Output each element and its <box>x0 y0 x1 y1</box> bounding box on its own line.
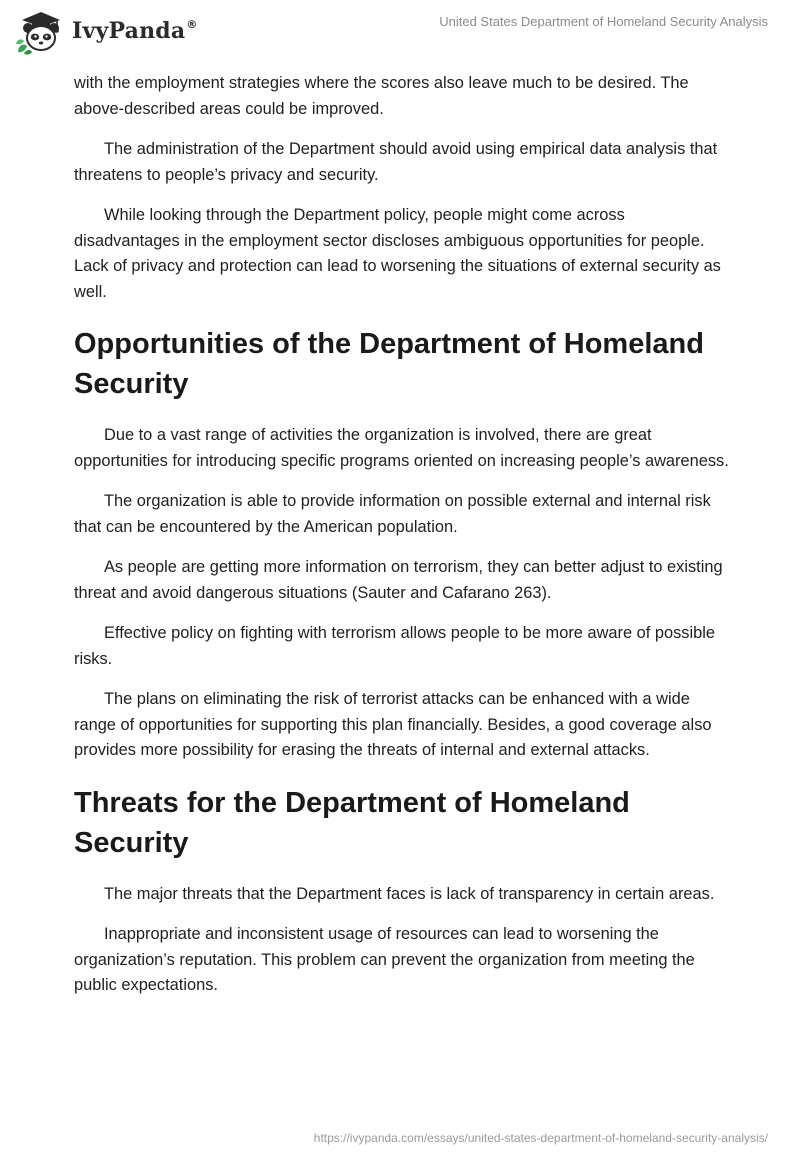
paragraph: Effective policy on fighting with terrorism allows people to be more aware of possible risks. <box>74 624 716 668</box>
paragraph: The major threats that the Department faces is lack of transparency in certain areas. <box>104 884 715 903</box>
section-heading-threats: Threats for the Department of Homeland Security <box>74 786 630 859</box>
paragraph: with the employment strategies where the scores also leave much to be desired. The above-described areas could be improved. <box>74 74 689 118</box>
panda-mascot-icon <box>14 8 66 56</box>
page-header <box>0 0 800 66</box>
paragraph: Due to a vast range of activities the organization is involved, there are great opportunities for introducing specific programs oriented on increasing people’s awareness. <box>74 426 729 470</box>
paragraph: The administration of the Department should avoid using empirical data analysis that threatens to people’s privacy and security. <box>74 140 718 184</box>
paragraph: Inappropriate and inconsistent usage of resources can lead to worsening the organization’s reputation. This problem can prevent the organization from meeting the public expectations. <box>74 925 695 994</box>
logo-wordmark-text: IvyPanda <box>72 18 186 44</box>
paragraph: While looking through the Department policy, people might come across disadvantages in the employment sector discloses ambiguous opportunities for people. Lack of privacy and protection can lead to worsening the situations of external security as well. <box>74 206 721 301</box>
paragraph: As people are getting more information on terrorism, they can better adjust to existing threat and avoid dangerous situations (Sauter and Cafarano 263). <box>74 558 723 602</box>
running-title: United States Department of Homeland Security Analysis <box>439 14 768 29</box>
paragraph: The plans on eliminating the risk of terrorist attacks can be enhanced with a wide range of opportunities for supporting this plan financially. Besides, a good coverage also provides more possibility for erasing the threats of internal and external attacks. <box>74 690 712 759</box>
ivypanda-logo[interactable] <box>14 8 198 56</box>
registered-mark: ® <box>186 18 198 31</box>
logo-wordmark <box>72 18 198 44</box>
essay-content <box>74 71 734 1014</box>
paragraph: The organization is able to provide information on possible external and internal risk that can be encountered by the American population. <box>74 492 711 536</box>
source-url-link[interactable]: https://ivypanda.com/essays/united-states-department-of-homeland-security-analysis/ <box>313 1131 768 1145</box>
section-heading-opportunities: Opportunities of the Department of Homeland Security <box>74 328 704 400</box>
